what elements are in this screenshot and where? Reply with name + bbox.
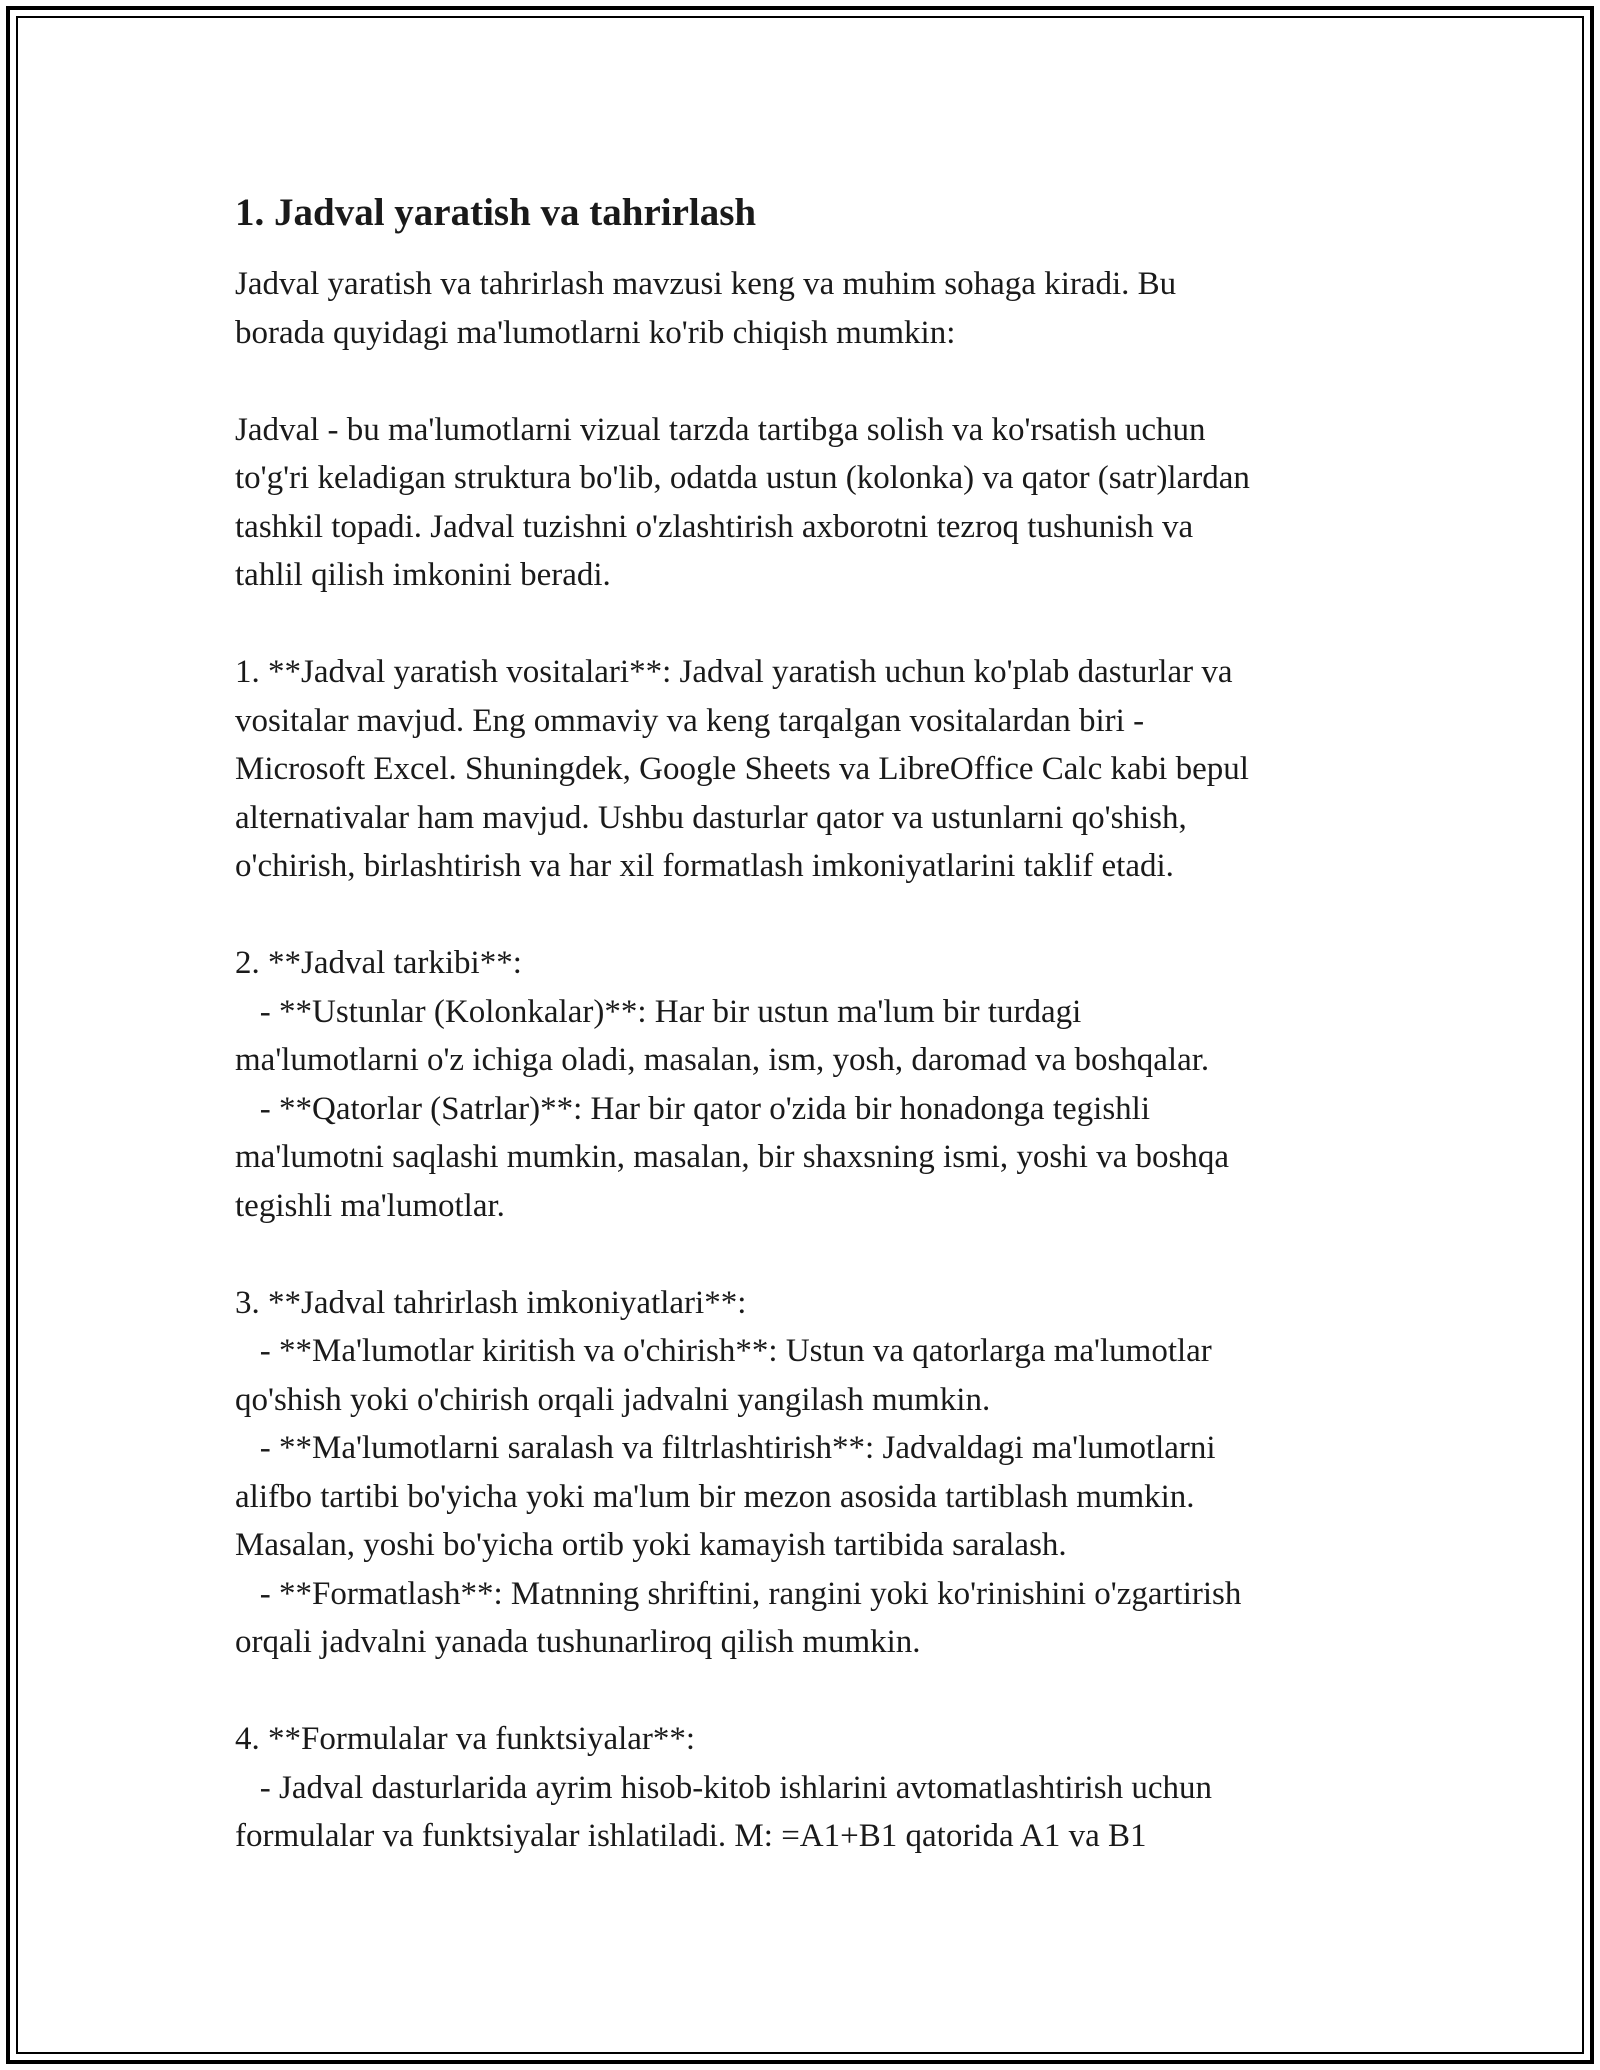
text-line: - **Qatorlar (Satrlar)**: Har bir qator o'zida bir honadonga tegishli xyxy=(235,1090,1150,1127)
blank-line xyxy=(235,357,1385,406)
text-line: o'chirish, birlashtirish va har xil formatlash imkoniyatlarini taklif etadi. xyxy=(235,848,1174,884)
text-line: 4. **Formulalar va funktsiyalar**: xyxy=(235,1721,696,1757)
text-line: 3. **Jadval tahrirlash imkoniyatlari**: xyxy=(235,1284,747,1321)
text-line: qo'shish yoki o'chirish orqali jadvalni yangilash mumkin. xyxy=(235,1381,991,1418)
text-line: - Jadval dasturlarida ayrim hisob-kitob ishlarini avtomatlashtirish uchun xyxy=(235,1769,1212,1806)
text-line: formulalar va funktsiyalar ishlatiladi. M: =A1+B1 qatorida A1 va B1 xyxy=(235,1818,1147,1854)
text-line: ma'lumotlarni o'z ichiga oladi, masalan, ism, yosh, daromad va boshqalar. xyxy=(235,1042,1210,1078)
text-line: alifbo tartibi bo'yicha yoki ma'lum bir mezon asosida tartiblash mumkin. xyxy=(235,1478,1195,1515)
blank-line xyxy=(235,1667,1385,1716)
text-line: - **Formatlash**: Matnning shriftini, rangini yoki ko'rinishini o'zgartirish xyxy=(235,1575,1242,1612)
blank-line xyxy=(235,600,1385,649)
text-line: orqali jadvalni yanada tushunarliroq qilish mumkin. xyxy=(235,1624,921,1660)
document-body xyxy=(235,188,1385,1861)
text-line: - **Ma'lumotlarni saralash va filtrlashtirish**: Jadvaldagi ma'lumotlarni xyxy=(235,1430,1216,1466)
text-line: 2. **Jadval tarkibi**: xyxy=(235,945,522,981)
document-title: 1. Jadval yaratish va tahrirlash xyxy=(235,191,757,234)
text-line: tashkil topadi. Jadval tuzishni o'zlashtirish axborotni tezroq tushunish va xyxy=(235,508,1194,545)
text-line: - **Ma'lumotlar kiritish va o'chirish**: Ustun va qatorlarga ma'lumotlar xyxy=(235,1333,1212,1369)
text-line: alternativalar ham mavjud. Ushbu dasturlar qator va ustunlarni qo'shish, xyxy=(235,799,1187,836)
text-line: ma'lumotni saqlashi mumkin, masalan, bir shaxsning ismi, yoshi va boshqa xyxy=(235,1139,1230,1175)
document-lines xyxy=(235,260,1385,1861)
text-line: Microsoft Excel. Shuningdek, Google Sheets va LibreOffice Calc kabi bepul xyxy=(235,751,1249,787)
text-line: Jadval - bu ma'lumotlarni vizual tarzda tartibga solish va ko'rsatish uchun xyxy=(235,411,1206,448)
blank-line xyxy=(235,891,1385,940)
text-line: borada quyidagi ma'lumotlarni ko'rib chiqish mumkin: xyxy=(235,314,956,351)
blank-line xyxy=(235,1230,1385,1279)
text-line: 1. **Jadval yaratish vositalari**: Jadval yaratish uchun ko'plab dasturlar va xyxy=(235,654,1233,690)
text-line: Jadval yaratish va tahrirlash mavzusi keng va muhim sohaga kiradi. Bu xyxy=(235,266,1177,302)
text-line: Masalan, yoshi bo'yicha ortib yoki kamayish tartibida saralash. xyxy=(235,1527,1067,1563)
text-line: tegishli ma'lumotlar. xyxy=(235,1187,505,1224)
text-line: vositalar mavjud. Eng ommaviy va keng tarqalgan vositalardan biri - xyxy=(235,702,1145,739)
text-line: to'g'ri keladigan struktura bo'lib, odatda ustun (kolonka) va qator (satr)lardan xyxy=(235,460,1250,496)
text-line: - **Ustunlar (Kolonkalar)**: Har bir ustun ma'lum bir turdagi xyxy=(235,993,1082,1030)
text-line: tahlil qilish imkonini beradi. xyxy=(235,557,611,593)
